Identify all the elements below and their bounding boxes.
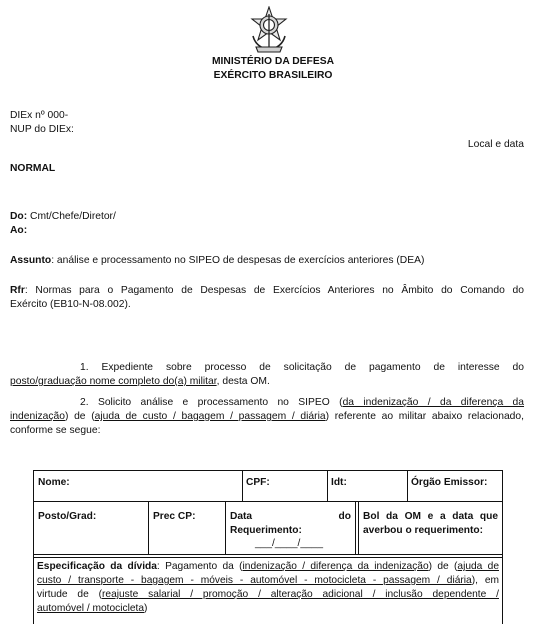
priority-label: NORMAL	[10, 163, 56, 174]
to-label: Ao:	[10, 225, 28, 236]
name-field: Nome:	[38, 477, 70, 488]
debt-spec-line-4	[37, 602, 147, 616]
cpf-field: CPF:	[246, 477, 270, 488]
paragraph-2-text-b: ) de (	[64, 411, 95, 422]
paragraph-1-rest: , desta OM.	[216, 376, 270, 387]
army-heading: EXÉRCITO BRASILEIRO	[213, 70, 333, 81]
subject-label: Assunto	[10, 255, 52, 266]
debt-spec-text-d: virtude de (	[37, 589, 103, 600]
debt-spec-option-d: reajuste salarial / promoção / alteração adicional / inclusão dependente /	[102, 589, 499, 600]
diex-number: DIEx nº 000-	[10, 110, 69, 121]
paragraph-2-text-c: ) referente ao militar abaixo relacionado,	[325, 411, 524, 422]
paragraph-1-line-1: 1. Expediente sobre processo de solicitação de pagamento de interesse do	[80, 362, 524, 373]
subject-text: : análise e processamento no SIPEO de despesas de exercícios anteriores (DEA)	[51, 255, 425, 266]
debt-spec-text-b: ) de (	[428, 561, 458, 572]
paragraph-2-option-a: da indenização / da diferença da	[342, 397, 525, 408]
bulletin-label-1: Bol da OM e a data que	[363, 511, 498, 522]
reference-line-1	[10, 284, 524, 298]
rank-name-placeholder: posto/graduação nome completo do(a) militar	[10, 376, 217, 387]
brazil-coat-of-arms-icon	[247, 6, 291, 54]
request-date-label-2: Requerimento:	[230, 525, 302, 536]
reference-line-2: Exército (EB10-N-08.002).	[10, 299, 131, 310]
debt-spec-label: Especificação da dívida	[37, 561, 157, 572]
bulletin-label-2: averbou o requerimento:	[363, 525, 484, 536]
debt-spec-text-e: )	[144, 603, 148, 614]
debt-spec-text-c: ), em	[471, 575, 499, 586]
military-data-table	[33, 470, 503, 624]
from-label: Do:	[10, 211, 28, 222]
from-line	[10, 210, 116, 224]
nup-number: NUP do DIEx:	[10, 124, 74, 135]
issuing-authority-field: Órgão Emissor:	[411, 477, 488, 488]
debt-spec-line-1	[37, 560, 499, 574]
prec-cp-field: Prec CP:	[153, 511, 196, 522]
reference-label: Rfr	[10, 285, 25, 296]
debt-spec-line-2	[37, 574, 499, 588]
paragraph-2-line-3: conforme se segue:	[10, 425, 101, 436]
paragraph-2-text-a: 2. Solicito análise e processamento no SIPEO (	[80, 397, 343, 408]
paragraph-2-option-c: ajuda de custo / bagagem / passagem / diária	[94, 411, 326, 422]
request-date-label-1: Data do	[230, 511, 351, 522]
paragraph-2-line-1	[80, 396, 524, 410]
debt-spec-option-e: automóvel / motocicleta	[37, 603, 145, 614]
request-date-blank: ___/____/____	[255, 538, 323, 549]
debt-spec-option-b: ajuda de	[457, 561, 499, 572]
debt-spec-option-a: indenização / diferença da indenização	[242, 561, 429, 572]
paragraph-2-option-b: indenização	[10, 411, 65, 422]
rank-field: Posto/Grad:	[38, 511, 97, 522]
local-date: Local e data	[467, 139, 524, 150]
ministry-heading: MINISTÉRIO DA DEFESA	[211, 56, 335, 67]
debt-spec-line-3	[37, 588, 499, 602]
paragraph-1-line-2	[10, 375, 270, 389]
paragraph-2-line-2	[10, 410, 524, 424]
from-value: Cmt/Chefe/Diretor/	[27, 211, 116, 222]
debt-spec-text-a: : Pagamento da (	[156, 561, 243, 572]
reference-text-1: : Normas para o Pagamento de Despesas de Exercícios Anteriores no Âmbito do Comando do	[24, 285, 524, 296]
id-field: Idt:	[331, 477, 347, 488]
subject-line	[10, 254, 424, 268]
debt-spec-option-c: custo / transporte - bagagem - móveis - automóvel - motocicleta - passagem / diária	[37, 575, 472, 586]
